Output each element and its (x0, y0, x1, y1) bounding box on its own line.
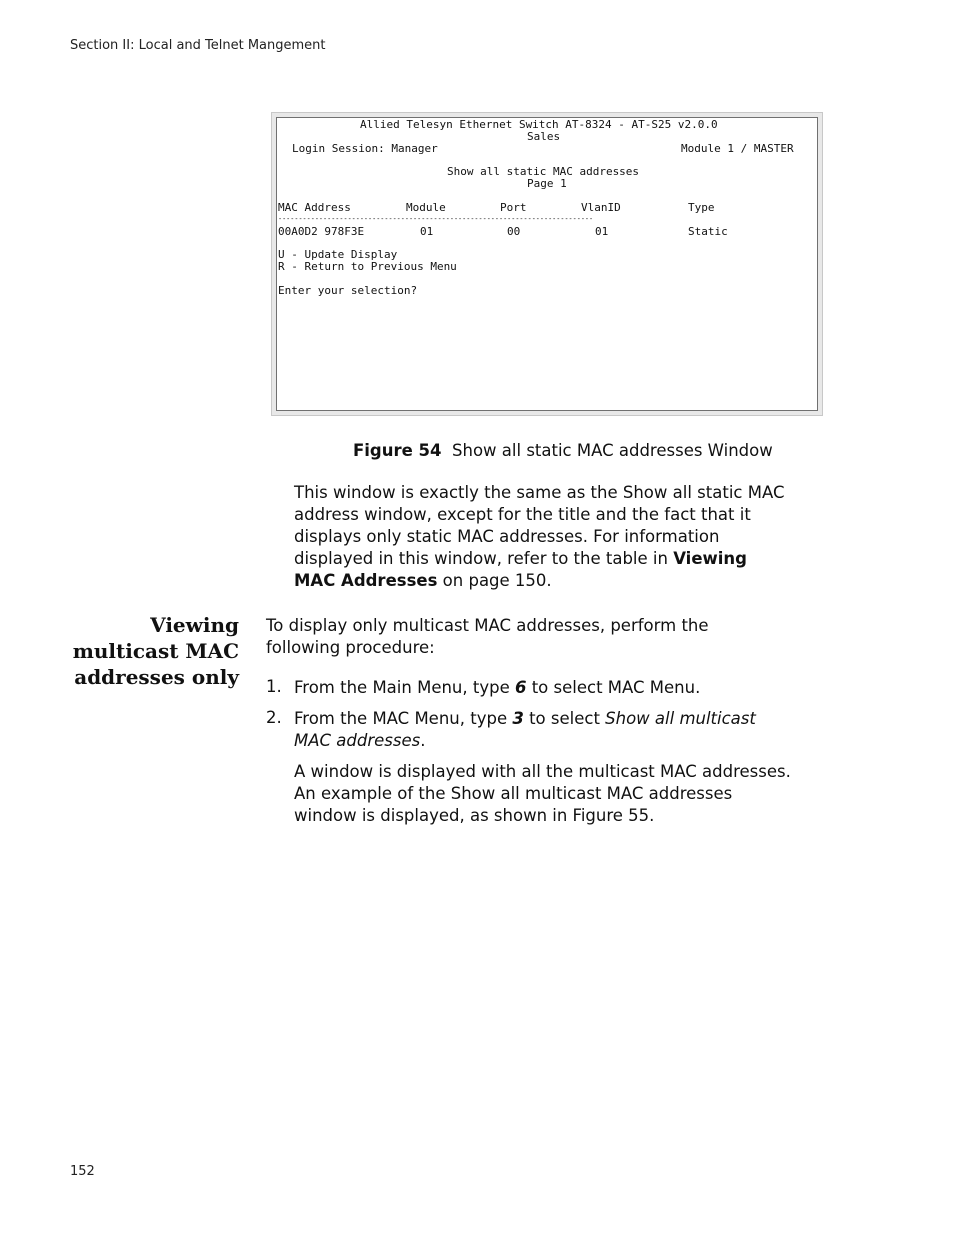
step-1: From the Main Menu, type 6 to select MAC Menu. (294, 678, 701, 697)
column-vlanid: VlanID (581, 201, 621, 214)
cell-mac-address: 00A0D2 978F3E (278, 225, 365, 238)
step-number: 2. (266, 708, 282, 727)
column-port: Port (500, 201, 527, 214)
page-number: 152 (70, 1164, 95, 1179)
figure-label: Figure 54 (353, 441, 442, 460)
key-6: 6 (514, 678, 527, 697)
body-paragraph: This window is exactly the same as the Show all static MAC address window, except for the title and the fact that it displays only static MAC addresses. For information displayed in this window, refer to the table in Viewing MAC Addresses on page 150. (294, 483, 785, 590)
step-number: 1. (266, 677, 282, 696)
option-update-display: U - Update Display (278, 248, 398, 261)
figure-caption (353, 441, 773, 460)
terminal-page: Page 1 (527, 177, 567, 190)
result-paragraph: A window is displayed with all the multicast MAC addresses. An example of the Show all multicast MAC addresses window is displayed, as shown in Figure 55. (294, 762, 791, 825)
figure-title: Show all static MAC addresses Window (452, 441, 773, 460)
column-type: Type (688, 201, 715, 214)
cell-port: 00 (507, 225, 521, 238)
terminal-subtitle: Sales (527, 130, 561, 143)
intro-paragraph: To display only multicast MAC addresses, perform the following procedure: (266, 616, 709, 657)
menu-option: Show all multicast MAC addresses (294, 709, 756, 750)
terminal-screen-title: Show all static MAC addresses (447, 165, 640, 178)
column-mac-address: MAC Address (278, 201, 351, 214)
key-3: 3 (512, 709, 524, 728)
column-module: Module (406, 201, 446, 214)
terminal-module: Module 1 / MASTER (681, 142, 794, 155)
cell-vlanid: 01 (595, 225, 609, 238)
cross-reference-link[interactable]: Viewing MAC Addresses (294, 549, 747, 590)
cell-type: Static (688, 225, 728, 238)
cell-module: 01 (420, 225, 434, 238)
terminal-title: Allied Telesyn Ethernet Switch AT-8324 - AT-S25 v2.0.0 (360, 118, 718, 131)
section-heading: Viewing multicast MAC addresses only (72, 613, 239, 689)
terminal-divider: ----------------------------------------------------------------------------- (278, 215, 594, 223)
step-2: From the MAC Menu, type 3 to select Show all multicast MAC addresses. (294, 709, 756, 750)
option-return: R - Return to Previous Menu (278, 260, 457, 273)
terminal-prompt: Enter your selection? (278, 284, 418, 297)
terminal-session: Login Session: Manager (292, 142, 438, 155)
page-header: Section II: Local and Telnet Mangement (70, 38, 326, 53)
